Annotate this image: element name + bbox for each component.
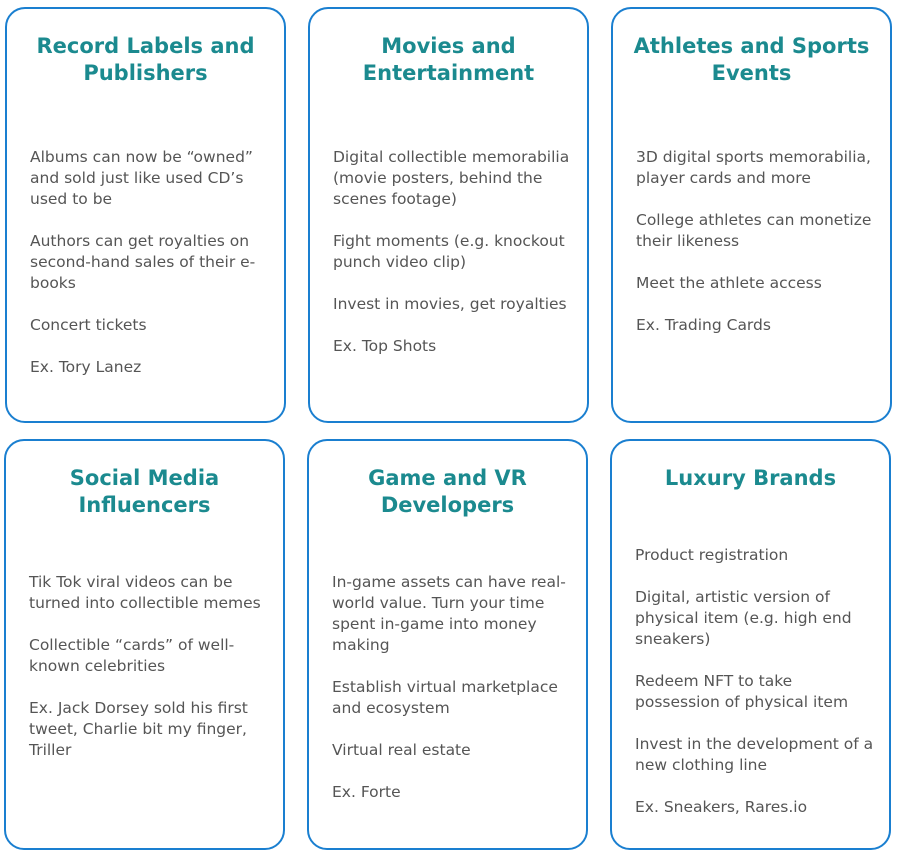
card-social-media [4,439,285,850]
card-item: Digital, artistic version of physical item (e.g. high end sneakers) [635,588,852,648]
card-item: 3D digital sports memorabilia, player cards and more [636,148,871,187]
card-item-list [29,572,271,761]
card-item-list [30,147,272,378]
card-item: Redeem NFT to take possession of physical item [635,672,849,711]
card-item: Digital collectible memorabilia (movie posters, behind the scenes footage) [333,148,570,208]
card-item: Establish virtual marketplace and ecosystem [332,678,558,717]
card-title: Luxury Brands [664,466,837,490]
card-game-vr [307,439,588,850]
card-record-labels [5,7,286,423]
card-title: Movies and Entertainment [362,34,535,85]
card-luxury-brands [610,439,891,850]
card-item: Product registration [635,546,789,564]
card-title: Athletes and Sports Events [633,34,870,85]
card-item-list [635,545,877,818]
card-item: Ex. Forte [332,783,401,801]
card-item: Concert tickets [30,316,147,334]
card-item: Ex. Jack Dorsey sold his first tweet, Charlie bit my finger, Triller [29,699,248,759]
card-athletes [611,7,892,423]
card-item: Collectible “cards” of well-known celebrities [29,636,235,675]
card-item: Invest in movies, get royalties [333,295,567,313]
card-item-list [333,147,575,357]
card-item: College athletes can monetize their likeness [636,211,872,250]
card-item: Ex. Trading Cards [636,316,771,334]
card-item-list [332,572,574,803]
card-item: Meet the athlete access [636,274,822,292]
card-item: Ex. Sneakers, Rares.io [635,798,808,816]
card-title: Record Labels and Publishers [36,34,255,85]
card-item: Fight moments (e.g. knockout punch video clip) [333,232,565,271]
card-item: Authors can get royalties on second-hand sales of their e-books [30,232,256,292]
card-item: Virtual real estate [332,741,471,759]
card-item: Ex. Tory Lanez [30,358,142,376]
card-item-list [636,147,878,336]
card-movies [308,7,589,423]
card-item: Invest in the development of a new clothing line [635,735,874,774]
card-item: Albums can now be “owned” and sold just like used CD’s used to be [30,148,253,208]
card-item: Ex. Top Shots [333,337,437,355]
card-title: Social Media Influencers [69,466,220,517]
card-title: Game and VR Developers [368,466,527,517]
card-item: Tik Tok viral videos can be turned into collectible memes [29,573,261,612]
card-item: In-game assets can have real-world value. Turn your time spent in-game into money making [332,573,566,654]
